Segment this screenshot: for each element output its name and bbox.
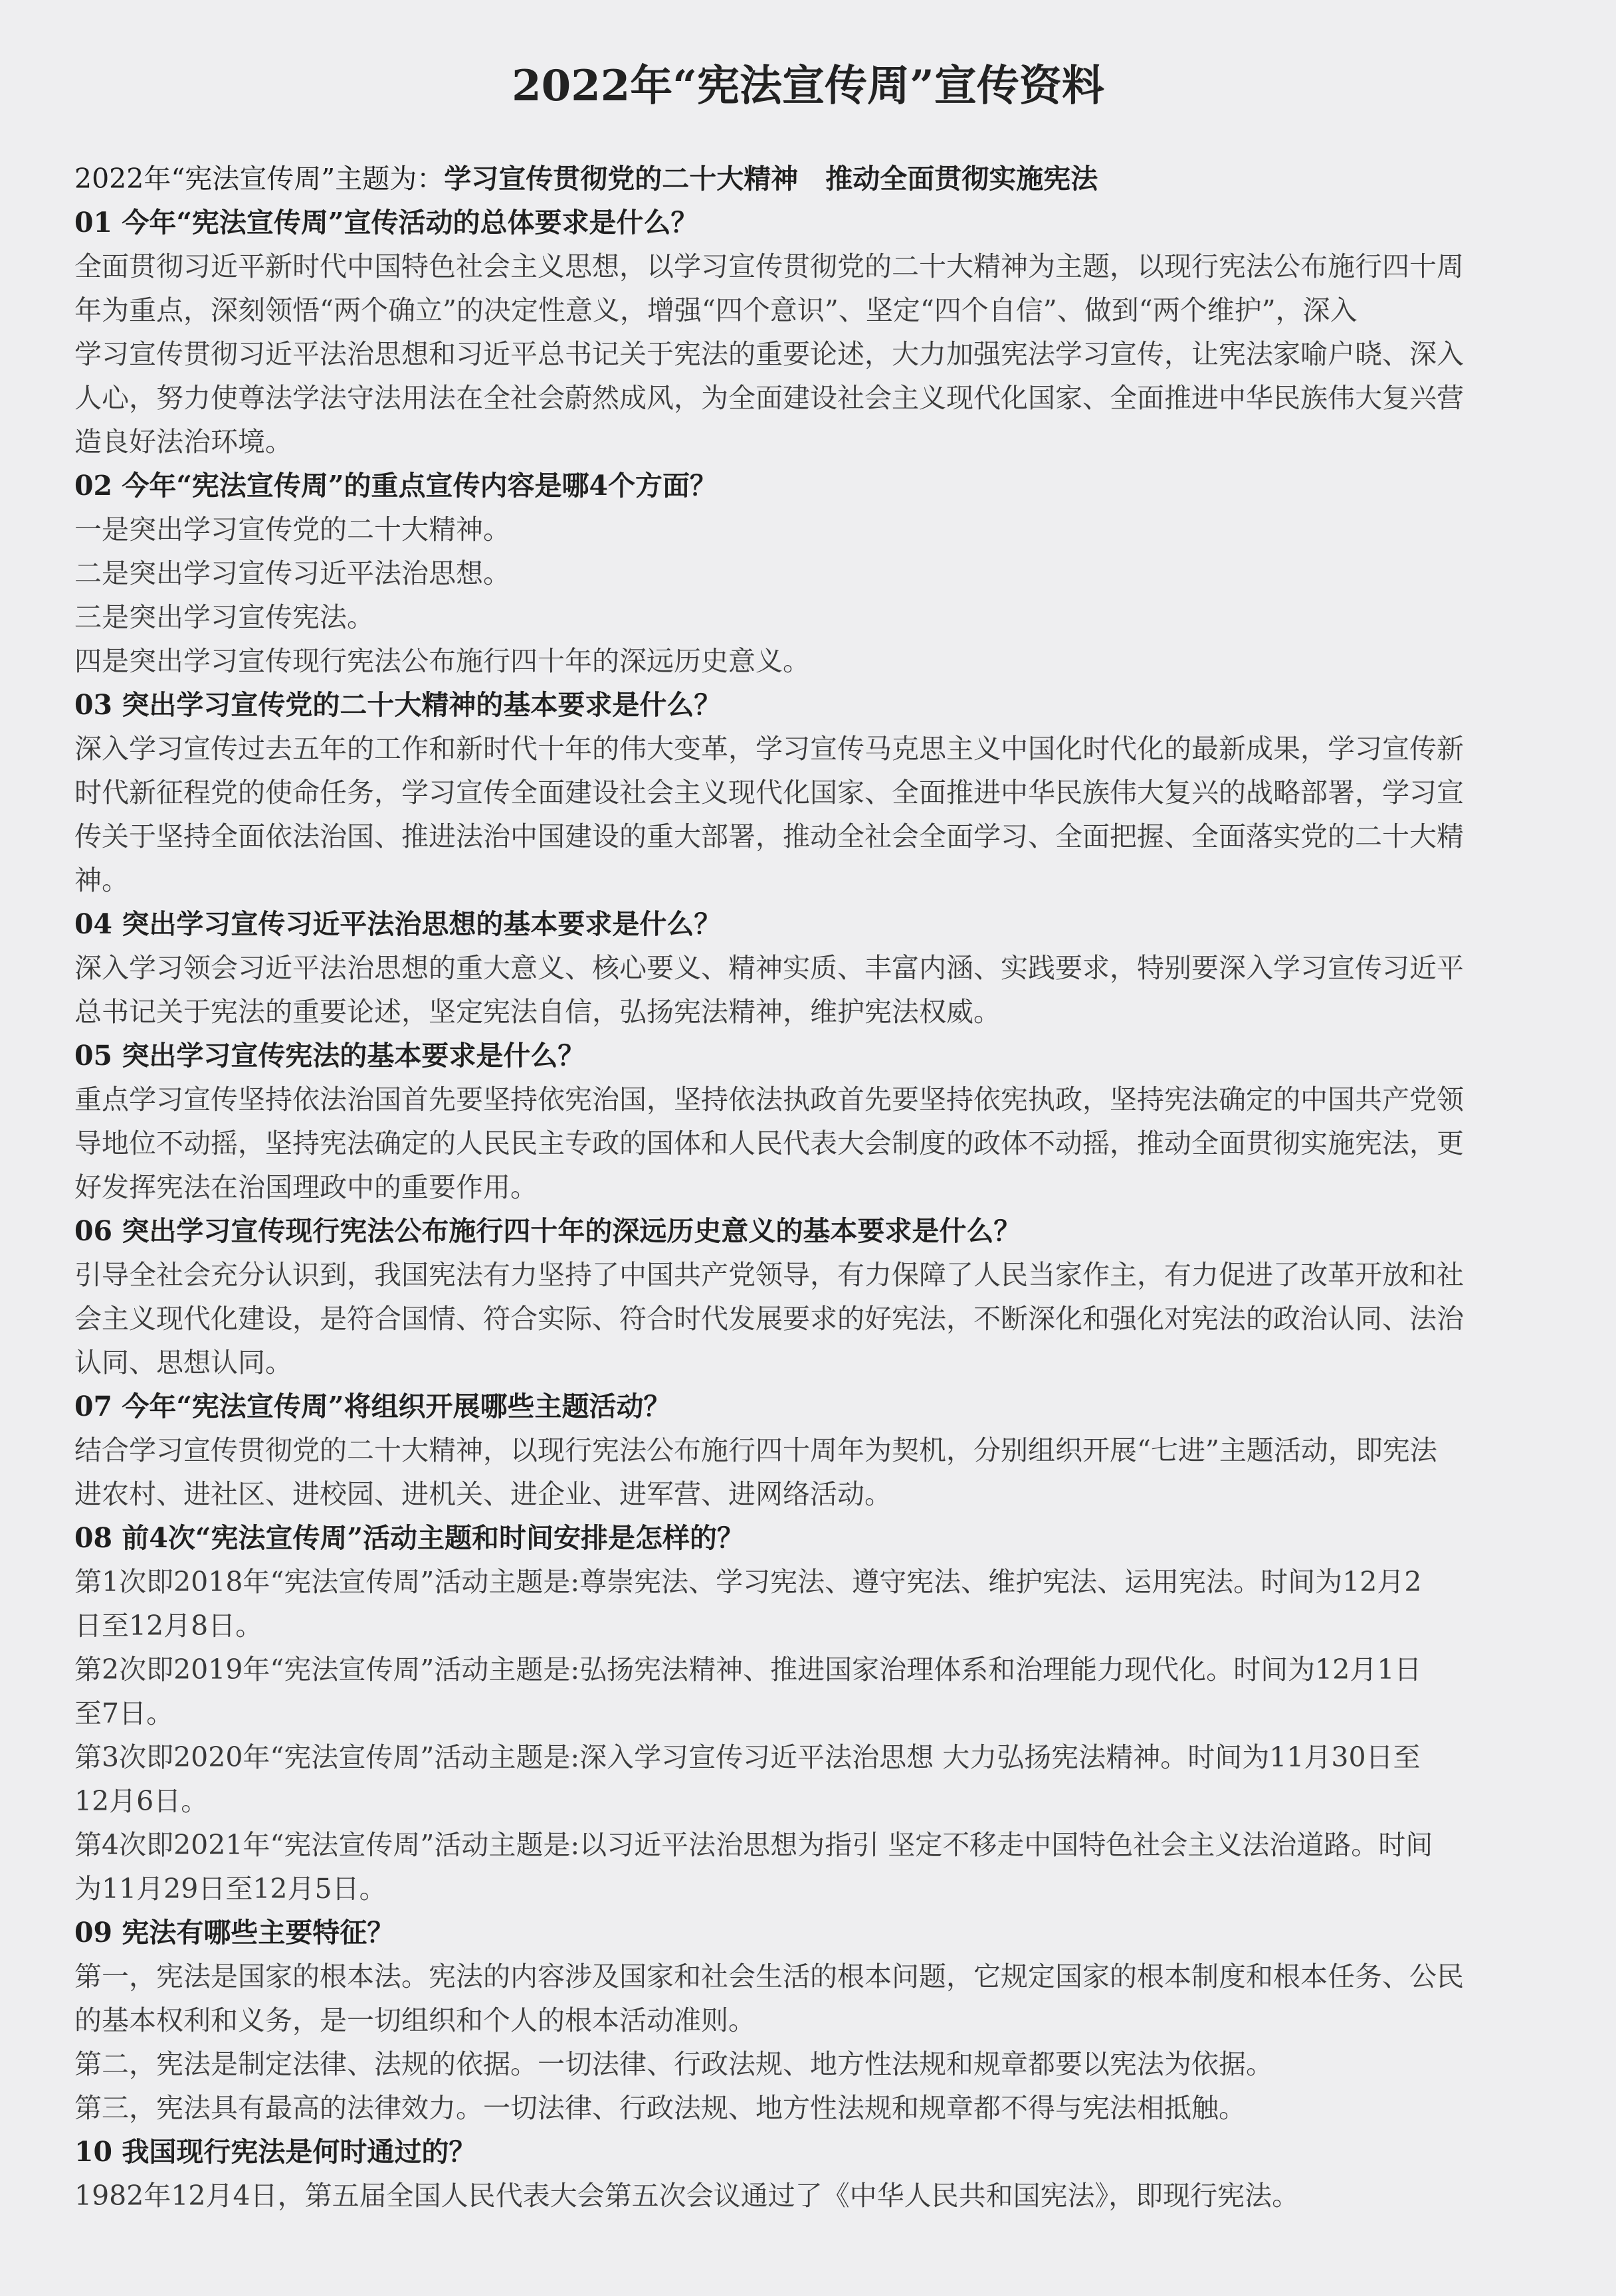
question-heading: 07 今年“宪法宣传周”将组织开展哪些主题活动？ xyxy=(74,1390,671,1422)
answer-line: 认同、思想认同。 xyxy=(74,1347,292,1379)
document-body xyxy=(74,157,1542,2218)
answer-line: 第2次即2019年“宪法宣传周”活动主题是:弘扬宪法精神、推进国家治理体系和治理能力现代化。时间为12月1日 xyxy=(74,1654,1422,1685)
answer-line: 学习宣传贯彻习近平法治思想和习近平总书记关于宪法的重要论述，大力加强宪法学习宣传，让宪法家喻户晓、深入 xyxy=(74,338,1464,370)
question-heading: 05 突出学习宣传宪法的基本要求是什么？ xyxy=(74,1040,585,1072)
answer-line: 好发挥宪法在治国理政中的重要作用。 xyxy=(74,1171,538,1203)
answer-line: 一是突出学习宣传党的二十大精神。 xyxy=(74,514,510,545)
question-heading: 03 突出学习宣传党的二十大精神的基本要求是什么？ xyxy=(74,689,722,721)
answer-line: 传关于坚持全面依法治国、推进法治中国建设的重大部署，推动全社会全面学习、全面把握、全面落实党的二十大精 xyxy=(74,820,1464,852)
answer-line: 二是突出学习宣传习近平法治思想。 xyxy=(74,557,510,589)
answer-line: 引导全社会充分认识到，我国宪法有力坚持了中国共产党领导，有力保障了人民当家作主，有力促进了改革开放和社 xyxy=(74,1259,1464,1291)
answer-line: 时代新征程党的使命任务，学习宣传全面建设社会主义现代化国家、全面推进中华民族伟大复兴的战略部署，学习宣 xyxy=(74,777,1464,809)
answer-line: 至7日。 xyxy=(74,1697,174,1729)
answer-line: 三是突出学习宣传宪法。 xyxy=(74,601,374,633)
document-title: 2022年“宪法宣传周”宣传资料 xyxy=(512,61,1104,111)
question-heading: 02 今年“宪法宣传周”的重点宣传内容是哪4个方面？ xyxy=(74,470,718,502)
answer-line: 12月6日。 xyxy=(74,1785,209,1817)
answer-line: 第1次即2018年“宪法宣传周”活动主题是:尊崇宪法、学习宪法、遵守宪法、维护宪法、运用宪法。时间为12月2 xyxy=(74,1566,1422,1598)
answer-line: 进农村、进社区、进校园、进机关、进企业、进军营、进网络活动。 xyxy=(74,1478,892,1510)
answer-line: 神。 xyxy=(74,864,129,896)
answer-line: 1982年12月4日，第五届全国人民代表大会第五次会议通过了《中华人民共和国宪法》，即现行宪法。 xyxy=(74,2180,1300,2212)
answer-line: 深入学习领会习近平法治思想的重大意义、核心要义、精神实质、丰富内涵、实践要求，特别要深入学习宣传习近平 xyxy=(74,952,1464,984)
answer-line: 全面贯彻习近平新时代中国特色社会主义思想，以学习宣传贯彻党的二十大精神为主题，以现行宪法公布施行四十周 xyxy=(74,250,1464,282)
answer-line: 重点学习宣传坚持依法治国首先要坚持依宪治国，坚持依法执政首先要坚持依宪执政，坚持宪法确定的中国共产党领 xyxy=(74,1084,1464,1115)
answer-line: 第三，宪法具有最高的法律效力。一切法律、行政法规、地方性法规和规章都不得与宪法相抵触。 xyxy=(74,2092,1246,2124)
answer-line: 第4次即2021年“宪法宣传周”活动主题是:以习近平法治思想为指引 坚定不移走中国特色社会主义法治道路。时间 xyxy=(74,1829,1433,1861)
answer-line: 深入学习宣传过去五年的工作和新时代十年的伟大变革，学习宣传马克思主义中国化时代化的最新成果，学习宣传新 xyxy=(74,733,1464,765)
question-heading: 08 前4次“宪法宣传周”活动主题和时间安排是怎样的？ xyxy=(74,1522,745,1554)
theme-label: 2022年“宪法宣传周”主题为： xyxy=(74,163,445,195)
answer-line: 日至12月8日。 xyxy=(74,1610,263,1642)
theme-line xyxy=(74,157,1542,201)
answer-line: 第二，宪法是制定法律、法规的依据。一切法律、行政法规、地方性法规和规章都要以宪法为依据。 xyxy=(74,2048,1273,2080)
question-heading: 04 突出学习宣传习近平法治思想的基本要求是什么？ xyxy=(74,908,722,940)
question-heading: 09 宪法有哪些主要特征？ xyxy=(74,1917,395,1949)
question-heading: 06 突出学习宣传现行宪法公布施行四十年的深远历史意义的基本要求是什么？ xyxy=(74,1215,1021,1247)
answer-line: 的基本权利和义务，是一切组织和个人的根本活动准则。 xyxy=(74,2004,756,2036)
answer-line: 造良好法治环境。 xyxy=(74,426,292,458)
answer-line: 总书记关于宪法的重要论述，坚定宪法自信，弘扬宪法精神，维护宪法权威。 xyxy=(74,996,1001,1028)
question-heading: 01 今年“宪法宣传周”宣传活动的总体要求是什么？ xyxy=(74,207,698,239)
answer-line: 年为重点，深刻领悟“两个确立”的决定性意义，增强“四个意识”、坚定“四个自信”、做到“两个维护”，深入 xyxy=(74,294,1358,326)
theme-text: 学习宣传贯彻党的二十大精神 推动全面贯彻实施宪法 xyxy=(444,163,1098,195)
answer-line: 第3次即2020年“宪法宣传周”活动主题是:深入学习宣传习近平法治思想 大力弘扬宪法精神。时间为11月30日至 xyxy=(74,1741,1421,1773)
question-heading: 10 我国现行宪法是何时通过的？ xyxy=(74,2136,476,2168)
answer-line: 人心，努力使尊法学法守法用法在全社会蔚然成风，为全面建设社会主义现代化国家、全面推进中华民族伟大复兴营 xyxy=(74,382,1464,414)
answer-line: 四是突出学习宣传现行宪法公布施行四十年的深远历史意义。 xyxy=(74,645,810,677)
answer-line: 结合学习宣传贯彻党的二十大精神，以现行宪法公布施行四十周年为契机，分别组织开展“七进”主题活动，即宪法 xyxy=(74,1434,1437,1466)
answer-line: 会主义现代化建设，是符合国情、符合实际、符合时代发展要求的好宪法，不断深化和强化对宪法的政治认同、法治 xyxy=(74,1303,1464,1335)
answer-line: 导地位不动摇，坚持宪法确定的人民民主专政的国体和人民代表大会制度的政体不动摇，推动全面贯彻实施宪法，更 xyxy=(74,1127,1464,1159)
answer-line: 为11月29日至12月5日。 xyxy=(74,1873,387,1905)
answer-line: 第一，宪法是国家的根本法。宪法的内容涉及国家和社会生活的根本问题，它规定国家的根本制度和根本任务、公民 xyxy=(74,1961,1464,1992)
